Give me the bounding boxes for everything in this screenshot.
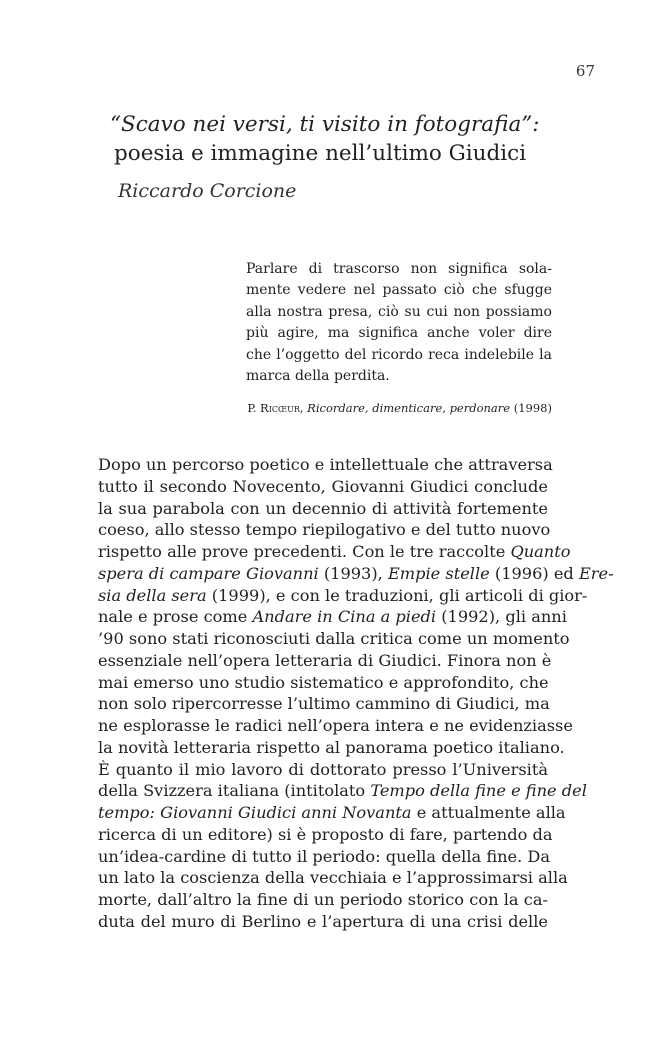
source-author: Ricœur bbox=[260, 401, 300, 416]
body-line: la sua parabola con un decennio di attività fortemente bbox=[98, 498, 548, 518]
body-line: tutto il secondo Novecento, Giovanni Giudici conclude bbox=[98, 476, 548, 496]
body-line: È quanto il mio lavoro di dottorato presso l’Università bbox=[98, 759, 548, 779]
thesis-title: tempo: Giovanni Giudici anni Novanta bbox=[98, 803, 412, 822]
title-line-subtitle: poesia e immagine nell’ultimo Giudici bbox=[114, 141, 527, 166]
book-title: sia della sera bbox=[98, 585, 207, 605]
source-year: (1998) bbox=[510, 401, 552, 416]
body-line: coeso, allo stesso tempo riepilogativo e del tutto nuovo bbox=[98, 520, 551, 540]
body-text-run: (1992), gli anni bbox=[436, 607, 567, 627]
body-line bbox=[98, 606, 567, 628]
body-line bbox=[98, 802, 566, 824]
book-title: Andare in Cina a piedi bbox=[252, 607, 437, 627]
source-initial: P. bbox=[247, 401, 261, 416]
body-line: non solo ripercorresse l’ultimo cammino di Giudici, ma bbox=[98, 694, 550, 714]
epigraph bbox=[246, 259, 552, 415]
book-title: spera di campare Giovanni bbox=[98, 563, 319, 583]
epigraph-quote: Parlare di trascorso non significa solamente vedere nel passato ciò che sfugge alla nostra presa, ciò su cui non possiamo più agire, ma significa anche voler dire che l’oggetto del ricordo reca indelebile la marca della perdita. bbox=[246, 261, 552, 385]
page-number: 67 bbox=[575, 62, 595, 80]
body-line bbox=[98, 585, 588, 607]
source-title: Ricordare, dimenticare, perdonare bbox=[307, 401, 511, 416]
article-title bbox=[110, 110, 594, 168]
body-line: ne esplorasse le radici nell’opera intera e ne evidenziasse bbox=[98, 716, 573, 735]
body-paragraph bbox=[98, 454, 614, 933]
body-line bbox=[98, 780, 587, 802]
source-separator: , bbox=[299, 401, 308, 416]
book-title: Ere- bbox=[578, 563, 614, 583]
body-line bbox=[98, 541, 571, 563]
body-text-run: e attualmente alla bbox=[411, 803, 566, 822]
body-line bbox=[98, 563, 614, 585]
body-text-run: della Svizzera italiana (intitolato bbox=[98, 781, 371, 801]
book-title: Quanto bbox=[510, 542, 571, 561]
author-name: Riccardo Corcione bbox=[118, 180, 297, 202]
book-title: Empie stelle bbox=[387, 563, 490, 583]
body-line: ’90 sono stati riconosciuti dalla critica come un momento bbox=[98, 629, 570, 648]
body-line: morte, dall’altro la fine di un periodo storico con la ca- bbox=[98, 890, 548, 909]
thesis-title: Tempo della fine e fine del bbox=[370, 781, 587, 801]
body-line: essenziale nell’opera letteraria di Giudici. Finora non è bbox=[98, 650, 552, 670]
title-line-quote: “Scavo nei versi, ti visito in fotografia”: bbox=[110, 112, 540, 137]
body-text-run: (1996) ed bbox=[489, 563, 579, 583]
body-line: mai emerso uno studio sistematico e approfondito, che bbox=[98, 672, 549, 692]
body-line: un’idea-cardine di tutto il periodo: quella della fine. Da bbox=[98, 846, 551, 866]
body-text-run: nale e prose come bbox=[98, 607, 253, 627]
body-line: Dopo un percorso poetico e intellettuale che attraversa bbox=[98, 455, 553, 474]
body-text-run: rispetto alle prove precedenti. Con le tre raccolte bbox=[98, 542, 511, 561]
body-line: duta del muro di Berlino e l’apertura di una crisi delle bbox=[98, 911, 548, 931]
body-line: ricerca di un editore) si è proposto di fare, partendo da bbox=[98, 824, 553, 844]
body-text-run: (1993), bbox=[318, 563, 388, 583]
epigraph-source bbox=[246, 401, 552, 415]
body-line: la novità letteraria rispetto al panorama poetico italiano. bbox=[98, 737, 565, 757]
body-line: un lato la coscienza della vecchiaia e l’approssimarsi alla bbox=[98, 868, 568, 888]
body-text-run: (1999), e con le traduzioni, gli articoli di gior- bbox=[206, 585, 588, 605]
